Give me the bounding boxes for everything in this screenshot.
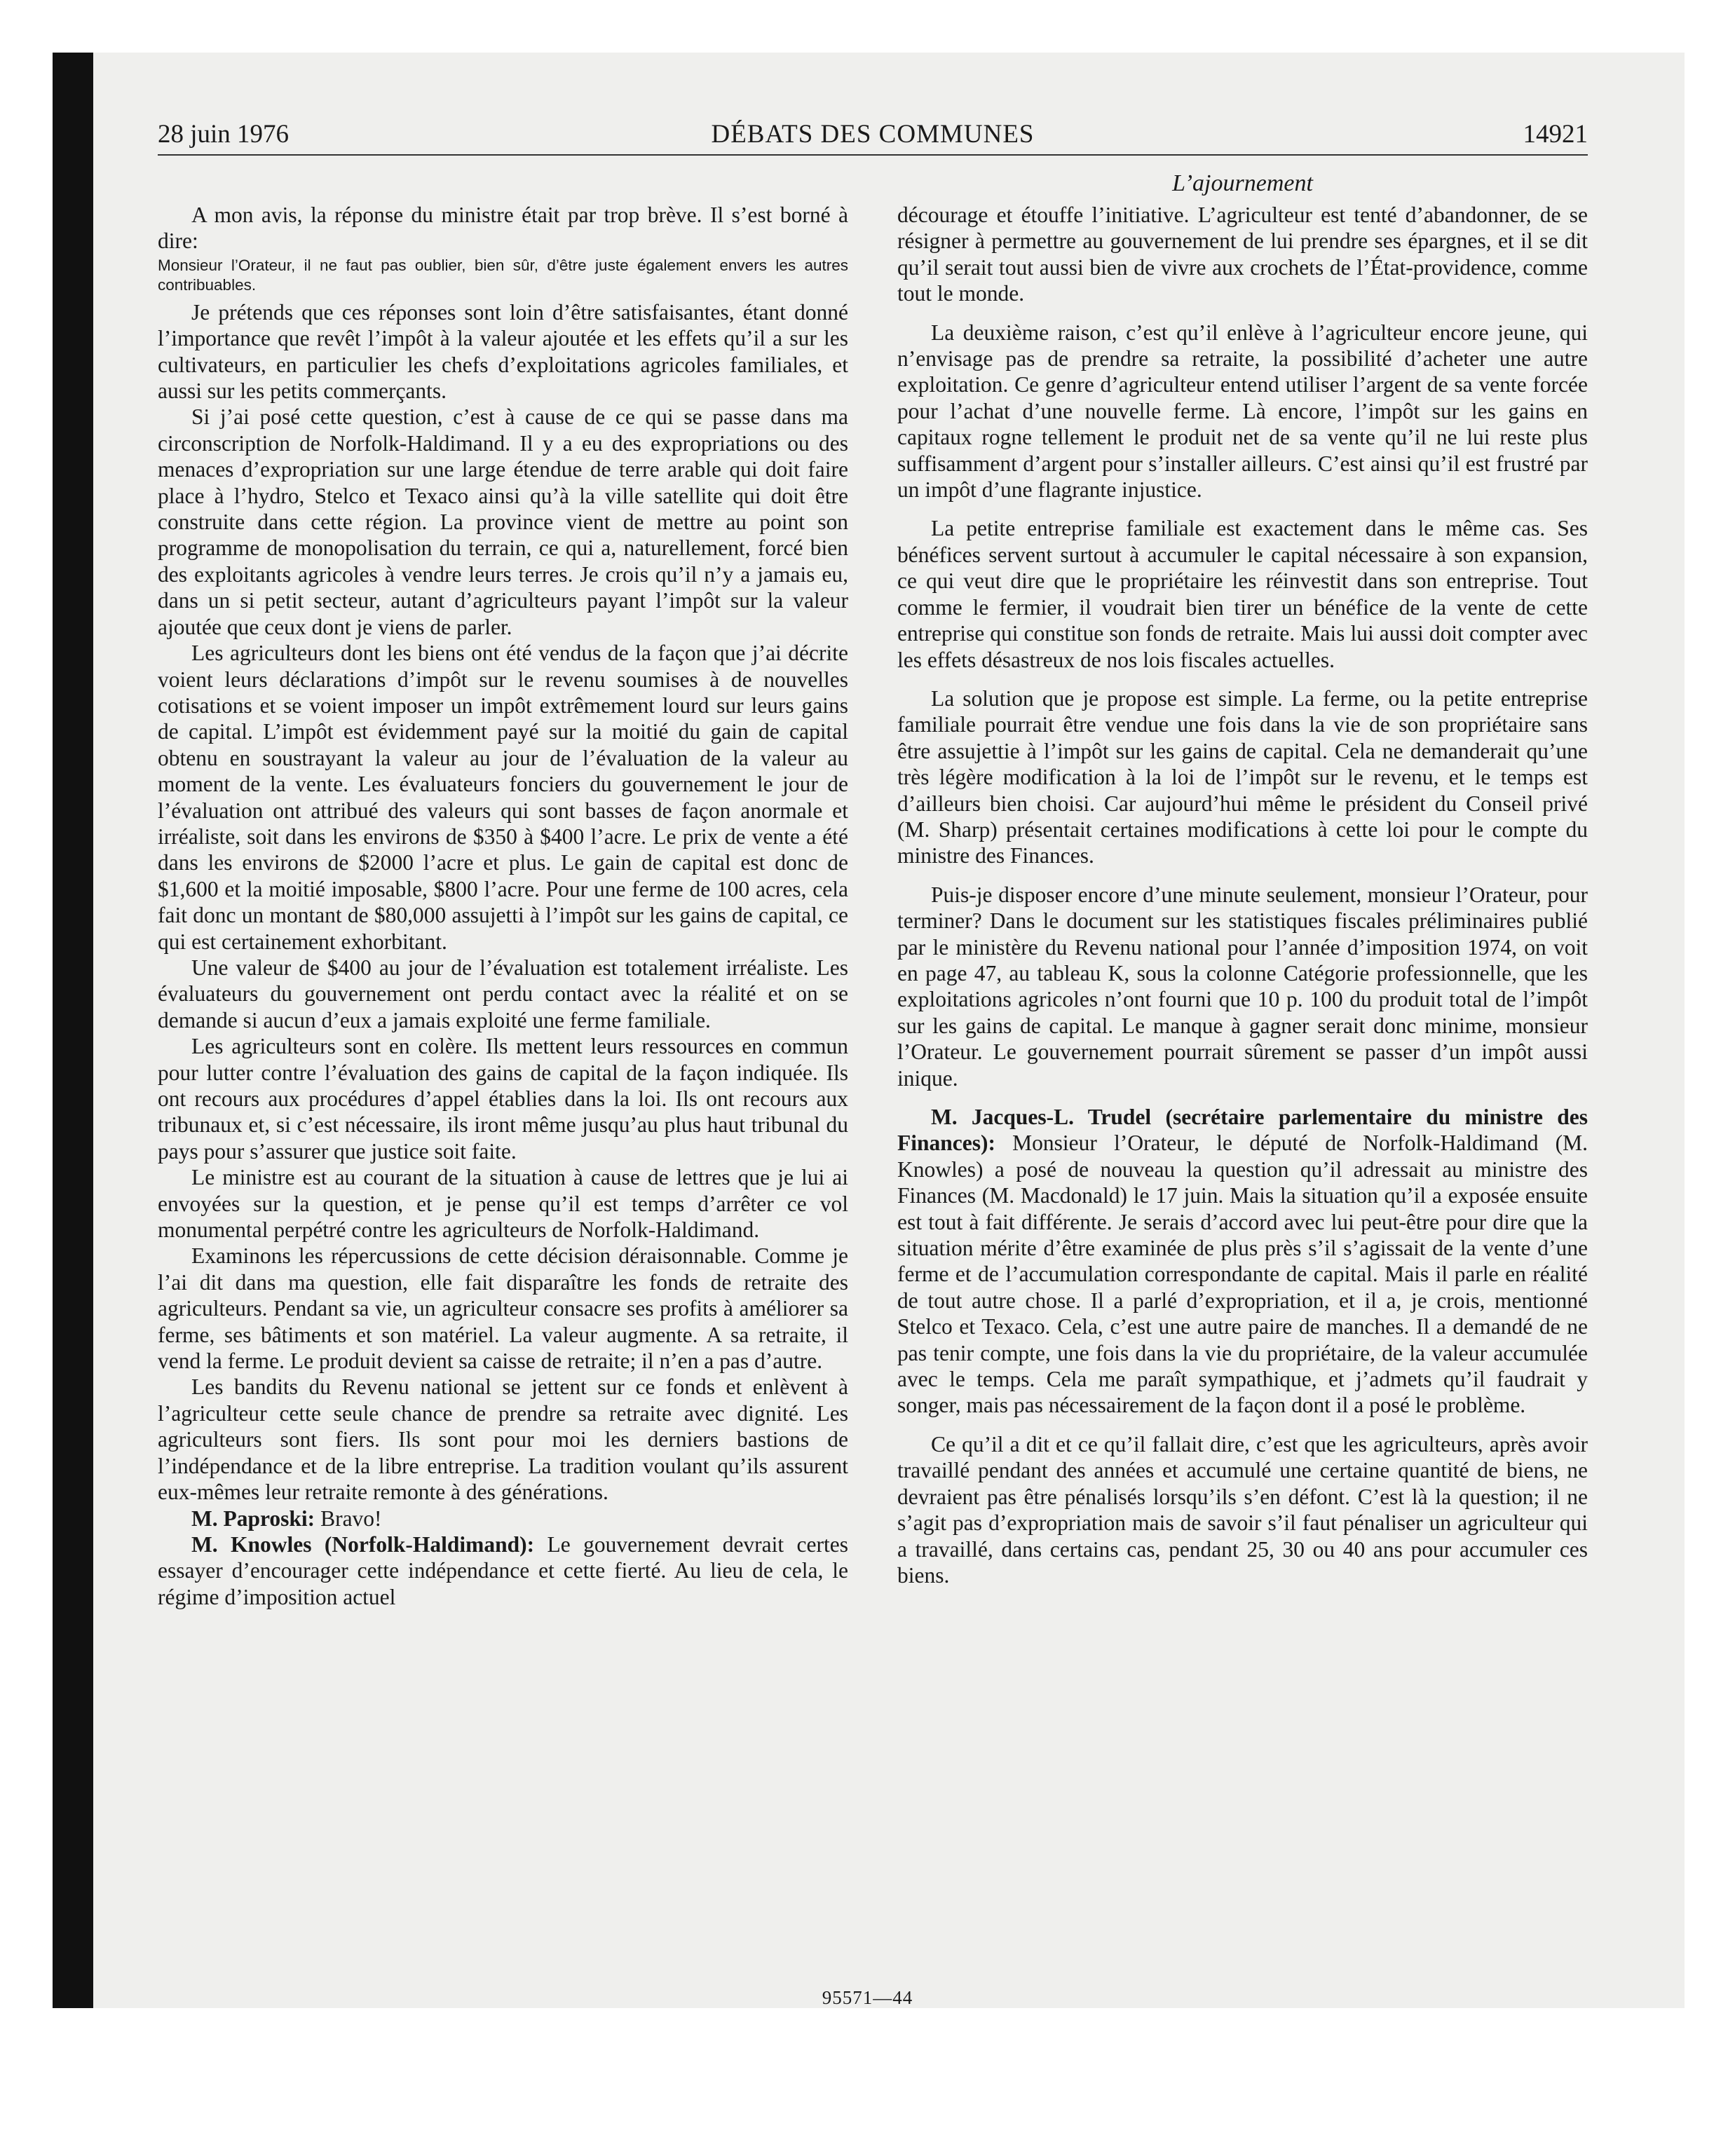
paragraph: Une valeur de $400 au jour de l’évaluation est totalement irréaliste. Les évaluateurs du gouvernement ont perdu contact avec la réalité et on se demande si aucun d’eux a jamais exploité une ferme familiale.	[158, 955, 848, 1032]
speaker-paragraph	[158, 1531, 848, 1610]
header-title: DÉBATS DES COMMUNES	[711, 120, 1035, 149]
paragraph: La deuxième raison, c’est qu’il enlève à l’agriculteur encore jeune, qui n’envisage pas de prendre sa retraite, la possibilité d’acheter une autre exploitation. Ce genre d’agriculteur entend utiliser l’argent de sa vente forcée pour l’achat d’une nouvelle ferme. Là encore, l’impôt sur les gains en capitaux rogne tellement le produit net de sa vente qu’il ne lui reste plus suffisamment d’argent pour s’installer ailleurs. C’est ainsi qu’il est frustré par un impôt d’une flagrante injustice.	[897, 320, 1588, 503]
speech-text: Monsieur l’Orateur, le député de Norfolk-Haldimand (M. Knowles) a posé de nouveau la question qu’il adressait au ministre des Finances (M. Macdonald) le 17 juin. Mais la situation qu’il a exposée ensuite est tout à fait différente. Je serais d’accord avec lui peut-être pour dire que la situation mérite d’être examinée de plus près s’il s’agissait de la vente d’une ferme et de l’accumulation correspondante de capital. Mais il parle en réalité de tout autre chose. Il a parlé d’expropriation, et il a, je crois, mentionné Stelco et Texaco. Cela, c’est une autre paire de manches. Il a demandé de ne pas tenir compte, une fois dans la vie du propriétaire, de la valeur accumulée avec le temps. Cela me paraît sympathique, et j’admets qu’il faudrait y songer, mais pas nécessairement de la façon dont il a posé le problème.	[897, 1131, 1588, 1418]
quoted-reply: Monsieur l’Orateur, il ne faut pas oublier, bien sûr, d’être juste également envers les autres contribuables.	[158, 256, 848, 294]
paragraph: La petite entreprise familiale est exactement dans le même cas. Ses bénéfices servent surtout à accumuler le capital nécessaire à son expansion, ce qui veut dire que le propriétaire les réinvestit dans son entreprise. Tout comme le fermier, il voudrait bien tirer un bénéfice de la vente de cette entreprise qui constitue son fonds de retraite. Mais lui aussi doit compter avec les effets désastreux de nos lois fiscales actuelles.	[897, 516, 1588, 672]
continued-paragraph: décourage et étouffe l’initiative. L’agriculteur est tenté d’abandonner, de se résigner à permettre au gouvernement de lui prendre ses épargnes, et il se dit qu’il serait tout aussi bien de vivre aux crochets de l’État-providence, comme tout le monde.	[897, 203, 1588, 306]
paragraph: Les agriculteurs sont en colère. Ils mettent leurs ressources en commun pour lutter contre l’évaluation des gains de capital de la façon indiquée. Ils ont recours aux procédures d’appel établies dans la loi. Ils ont recours aux tribunaux et, si c’est nécessaire, ils iront même jusqu’au plus haut tribunal du pays pour s’assurer que justice soit faite.	[158, 1034, 848, 1164]
speaker-paragraph	[158, 1506, 848, 1531]
page-header	[158, 119, 1588, 156]
paragraph: Les bandits du Revenu national se jettent sur ce fonds et enlèvent à l’agriculteur cette seule chance de prendre sa retraite avec dignité. Les agriculteurs sont fiers. Ils sont pour moi les derniers bastions de l’indépendance et de la libre entreprise. La tradition voulant qu’ils assurent eux-mêmes leur retraite remonte à des générations.	[158, 1374, 848, 1505]
right-column	[897, 202, 1588, 1588]
speaker-name: M. Jacques-L. Trudel (secrétaire parlementaire du ministre des Finances):	[897, 1105, 1588, 1156]
paragraph: Les agriculteurs dont les biens ont été vendus de la façon que j’ai décrite voient leurs déclarations d’impôt sur le revenu soumises à de nouvelles cotisations et se voient imposer un impôt extrêmement lourd sur leurs gains de capital. L’impôt est évidemment payé sur la moitié du gain de capital obtenu en soustrayant la valeur au jour de l’évaluation de la valeur au moment de la vente. Les évaluateurs fonciers du gouvernement le jour de l’évaluation ont attribué des valeurs qui sont basses de façon anormale et irréaliste, soit dans les environs de $350 à $400 l’acre. Le prix de vente a été dans les environs de $2000 l’acre et plus. Le gain de capital est donc de $1,600 et la moitié imposable, $800 l’acre. Pour une ferme de 100 acres, cela fait donc un montant de $80,000 assujetti à l’impôt sur les gains de capital, ce qui est certainement exhorbitant.	[158, 641, 848, 954]
paragraph: Ce qu’il a dit et ce qu’il fallait dire, c’est que les agriculteurs, après avoir travaillé pendant des années et accumulé une certaine quantité de biens, ne devraient pas être pénalisés lorsqu’ils s’en défont. C’est là la question; il ne s’agit pas d’expropriation mais de savoir s’il faut pénaliser un agriculteur qui a travaillé, dans certains cas, pendant 25, 30 ou 40 ans pour accumuler ces biens.	[897, 1431, 1588, 1588]
header-page-number: 14921	[1523, 120, 1588, 149]
speech-text: Bravo!	[315, 1506, 382, 1531]
speaker-paragraph	[897, 1104, 1588, 1419]
paragraph: A mon avis, la réponse du ministre était par trop brève. Il s’est borné à dire:	[158, 203, 848, 254]
speech-text: Le gouvernement devrait certes essayer d’encourager cette indépendance et cette fierté. Au lieu de cela, le régime d’imposition actuel	[158, 1531, 848, 1609]
header-date: 28 juin 1976	[158, 120, 290, 149]
speaker-name: M. Paproski:	[191, 1506, 315, 1531]
left-column	[158, 202, 848, 1610]
paragraph: Je prétends que ces réponses sont loin d’être satisfaisantes, étant donné l’importance que revêt l’impôt à la valeur ajoutée et les effets qu’il a sur les cultivateurs, en particulier les chefs d’exploitations agricoles familiales, et aussi sur les petits commerçants.	[158, 299, 848, 404]
speaker-name: M. Knowles (Norfolk-Haldimand):	[191, 1531, 535, 1557]
page-footer-code: 95571—44	[822, 1987, 913, 2008]
section-title: L’ajournement	[1172, 170, 1313, 196]
paragraph: Si j’ai posé cette question, c’est à cause de ce qui se passe dans ma circonscription de Norfolk-Haldimand. Il y a eu des expropriations ou des menaces d’expropriation sur une large étendue de terre arable qui doit faire place à l’hydro, Stelco et Texaco ainsi qu’à la ville satellite qui doit être construite dans cette région. La province vient de mettre au point son programme de monopolisation du terrain, ce qui a, naturellement, forcé bien des exploitants agricoles à vendre leurs terres. Je crois qu’il n’y a jamais eu, dans un si petit secteur, autant d’agriculteurs payant l’impôt sur la valeur ajoutée que ceux dont je viens de parler.	[158, 404, 848, 639]
paragraph: Le ministre est au courant de la situation à cause de lettres que je lui ai envoyées sur la question, et je pense qu’il est temps d’arrêter ce vol monumental perpétré contre les agriculteurs de Norfolk-Haldimand.	[158, 1165, 848, 1243]
paragraph: La solution que je propose est simple. La ferme, ou la petite entreprise familiale pourrait être vendue une fois dans la vie de son propriétaire sans être assujettie à l’impôt sur les gains de capital. Cela ne demanderait qu’une très légère modification à la loi de l’impôt sur le revenu, et le temps est d’ailleurs bien choisi. Car aujourd’hui même le président du Conseil privé (M. Sharp) présentait certaines modifications à cette loi pour le compte du ministre des Finances.	[897, 685, 1588, 868]
paragraph: Examinons les répercussions de cette décision déraisonnable. Comme je l’ai dit dans ma question, elle fait disparaître les fonds de retraite des agriculteurs. Pendant sa vie, un agriculteur consacre ses profits à améliorer sa ferme, ses bâtiments et son matériel. La valeur augmente. A sa retraite, il vend la ferme. Le produit devient sa caisse de retraite; il n’en a pas d’autre.	[158, 1243, 848, 1374]
paragraph: Puis-je disposer encore d’une minute seulement, monsieur l’Orateur, pour terminer? Dans le document sur les statistiques fiscales préliminaires publié par le ministère du Revenu national pour l’année d’imposition 1974, on voit en page 47, au tableau K, sous la colonne Catégorie professionnelle, que les exploitations agricoles n’ont fourni que 10 p. 100 du produit total de l’impôt sur les gains de capital. Le manque à gagner serait donc minime, monsieur l’Orateur. Le gouvernement pourrait sûrement se passer d’un impôt aussi inique.	[897, 882, 1588, 1091]
scan-border	[53, 53, 93, 2008]
